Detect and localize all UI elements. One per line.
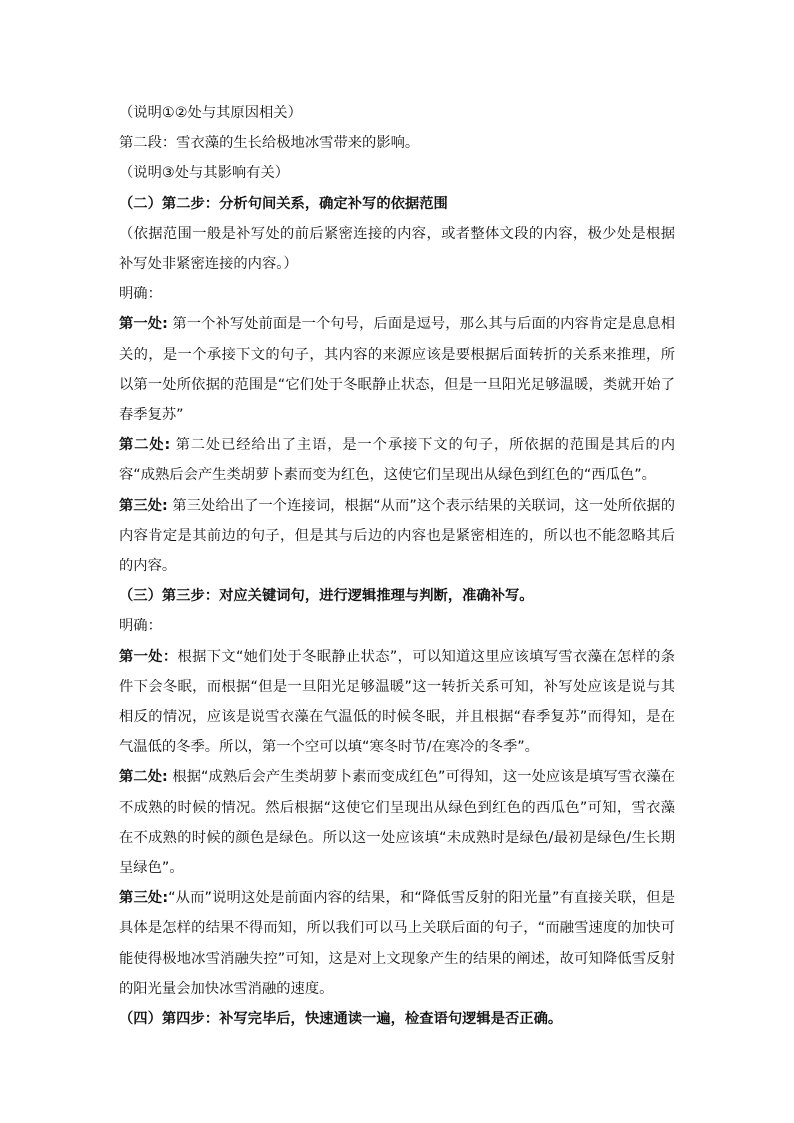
point-text: 第二处已经给出了主语，是一个承接下文的句子，所依据的范围是其后的内容“成熟后会产生类胡萝卜素而变为红色，这使它们呈现出从绿色到红色的“西瓜色”。 [119, 437, 676, 484]
point-text: 第三处给出了一个连接词，根据“从而”这个表示结果的关联词，这一处所依据的内容肯定是其前边的句子，但是其与后边的内容也是紧密相连的，所以也不能忽略其后的内容。 [119, 497, 676, 575]
point-label: 第二处: [119, 437, 171, 454]
step-three-point-three [119, 883, 675, 1004]
point-label: 第一处： [119, 648, 178, 665]
point-text: 第一个补写处前面是一个句号，后面是逗号，那么其与后面的内容肯定是息息相关的，是一个承接下文的句子，其内容的来源应该是要根据后面转折的关系来推理，所以第一处所依据的范围是“它们处于冬眠静止状态，但是一旦阳光足够温暖，类就开始了春季复苏” [119, 316, 676, 424]
step-two-point-three [119, 491, 675, 582]
step-two-note: （依据范围一般是补写处的前后紧密连接的内容，或者整体文段的内容，极少处是根据补写处非紧密连接的内容。） [119, 225, 675, 273]
step-three-point-one [119, 642, 675, 763]
clarify-label-b: 明确： [119, 618, 162, 635]
step-two-point-two [119, 430, 675, 490]
step-three-heading: （三）第三步：对应关键词句，进行逻辑推理与判断，准确补写。 [119, 588, 534, 605]
point-label: 第三处: [119, 497, 168, 514]
document-page [119, 98, 675, 1034]
point-label: 第二处: [119, 769, 168, 786]
point-label: 第三处: [119, 890, 169, 907]
section-two-line: 第二段：雪衣藻的生长给极地冰雪带来的影响。 [119, 135, 420, 152]
note-effects: （说明③处与其影响有关） [119, 165, 290, 182]
point-label: 第一处: [119, 316, 168, 333]
point-text: 根据“成熟后会产生类胡萝卜素而变成红色”可得知，这一处应该是填写雪衣藻在不成熟的时候的情况。然后根据“这使它们呈现出从绿色到红色的西瓜色”可知，雪衣藻在不成熟的时候的颜色是绿色。所以这一处应该填“未成熟时是绿色/最初是绿色/生长期呈绿色”。 [119, 769, 676, 877]
point-text: 根据下文“她们处于冬眠静止状态”，可以知道这里应该填写雪衣藻在怎样的条件下会冬眠，而根据“但是一旦阳光足够温暖”这一转折关系可知，补写处应该是说与其相反的情况，应该是说雪衣藻在气温低的时候冬眠，并且根据“春季复苏”而得知，是在气温低的冬季。所以，第一个空可以填“寒冬时节/在寒冷的冬季”。 [119, 648, 676, 756]
point-text: “从而”说明这处是前面内容的结果，和“降低雪反射的阳光量”有直接关联，但是具体是怎样的结果不得而知，所以我们可以马上关联后面的句子，“而融雪速度的加快可能使得极地冰雪消融失控”可知，这是对上文现象产生的结果的阐述，故可知降低雪反射的阳光量会加快冰雪消融的速度。 [119, 890, 676, 997]
step-three-point-two [119, 762, 675, 883]
note-reasons: （说明①②处与其原因相关） [119, 105, 302, 121]
clarify-label-a: 明确： [119, 286, 162, 303]
step-two-heading: （二）第二步：分析句间关系，确定补写的依据范围 [119, 195, 448, 212]
step-two-point-one [119, 309, 675, 430]
step-four-heading: （四）第四步：补写完毕后，快速通读一遍，检查语句逻辑是否正确。 [119, 1011, 563, 1028]
